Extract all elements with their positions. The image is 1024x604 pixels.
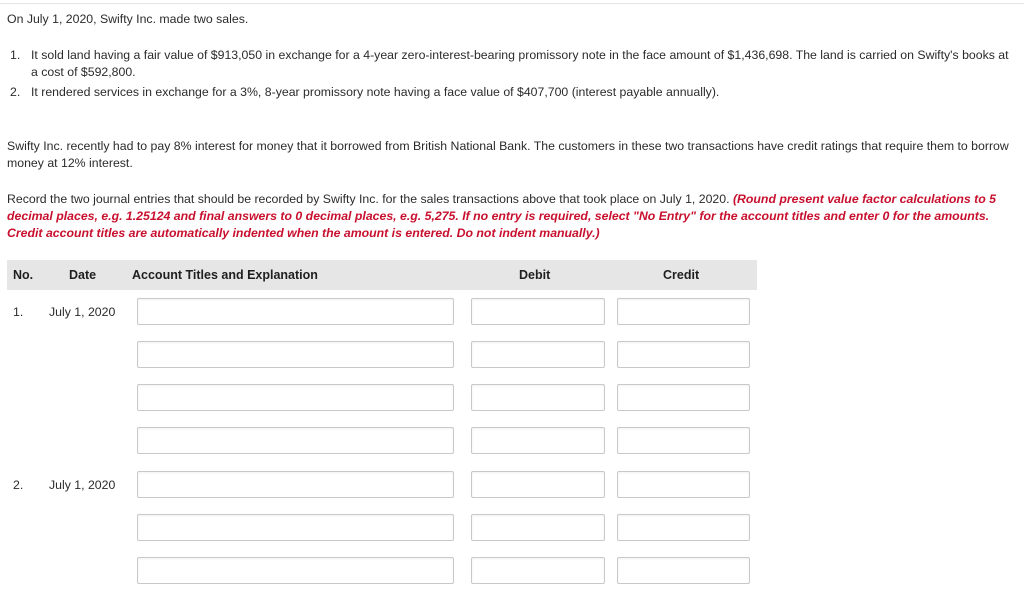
instruction-text: Record the two journal entries that should be recorded by Swifty Inc. for the sales transactions above that took place on July 1, 2020. (7, 192, 733, 206)
entry-2-line-2-credit-input[interactable] (617, 514, 750, 541)
entry-2-line-2-debit-input[interactable] (471, 514, 605, 541)
entry-1-line-4-debit-input[interactable] (471, 427, 605, 454)
entry-1-line-2-account-input[interactable] (137, 341, 454, 368)
item-1-number: 1. (10, 48, 21, 62)
entry-1-line-4-credit-input[interactable] (617, 427, 750, 454)
entry-2-line-1-credit-input[interactable] (617, 471, 750, 498)
instruction-rounding-note: (Round present value factor calculations to 5 decimal places, e.g. 1.25124 and final answers to 0 decimal places, e.g. 5,275. If no entry is required, select "No Entry" for the account titles and enter 0 for the amounts. Credit account titles are automatically indented when the amount is entered. Do not indent manually.) (7, 192, 997, 240)
header-account-titles: Account Titles and Explanation (132, 268, 318, 282)
entry-2-number: 2. (13, 478, 24, 492)
entry-2-line-1-debit-input[interactable] (471, 471, 605, 498)
header-credit: Credit (663, 268, 700, 282)
entry-1-line-1-credit-input[interactable] (617, 298, 750, 325)
header-no: No. (13, 268, 34, 282)
entry-2-line-3-account-input[interactable] (137, 557, 454, 584)
item-1-text: It sold land having a fair value of $913,050 in exchange for a 4-year zero-interest-bearing promissory note in the face amount of $1,436,698. The land is carried on Swifty's books at a cost of $592,800. (31, 48, 1009, 79)
entry-1-line-3-debit-input[interactable] (471, 384, 605, 411)
entry-1-line-1-account-input[interactable] (137, 298, 454, 325)
entry-2-line-2-account-input[interactable] (137, 514, 454, 541)
interest-paragraph: Swifty Inc. recently had to pay 8% interest for money that it borrowed from British National Bank. The customers in these two transactions have credit ratings that require them to borrow money at 12% interest. (7, 139, 1009, 170)
entry-1-line-4-account-input[interactable] (137, 427, 454, 454)
problem-intro: On July 1, 2020, Swifty Inc. made two sales. (7, 12, 249, 26)
journal-table-header (7, 260, 757, 290)
header-date: Date (69, 268, 97, 282)
entry-1-number: 1. (13, 305, 24, 319)
entry-1-line-3-account-input[interactable] (137, 384, 454, 411)
entry-2-line-3-debit-input[interactable] (471, 557, 605, 584)
entry-2-line-3-credit-input[interactable] (617, 557, 750, 584)
header-debit: Debit (519, 268, 551, 282)
entry-1-line-2-debit-input[interactable] (471, 341, 605, 368)
instruction-paragraph (7, 191, 1017, 242)
item-2-number: 2. (10, 85, 21, 99)
entry-2-date: July 1, 2020 (49, 478, 116, 492)
top-divider (0, 0, 1024, 4)
entry-1-line-2-credit-input[interactable] (617, 341, 750, 368)
entry-1-date: July 1, 2020 (49, 305, 116, 319)
entry-1-line-3-credit-input[interactable] (617, 384, 750, 411)
item-2-text: It rendered services in exchange for a 3%, 8-year promissory note having a face value of $407,700 (interest payable annually). (31, 85, 720, 99)
entry-2-line-1-account-input[interactable] (137, 471, 454, 498)
entry-1-line-1-debit-input[interactable] (471, 298, 605, 325)
